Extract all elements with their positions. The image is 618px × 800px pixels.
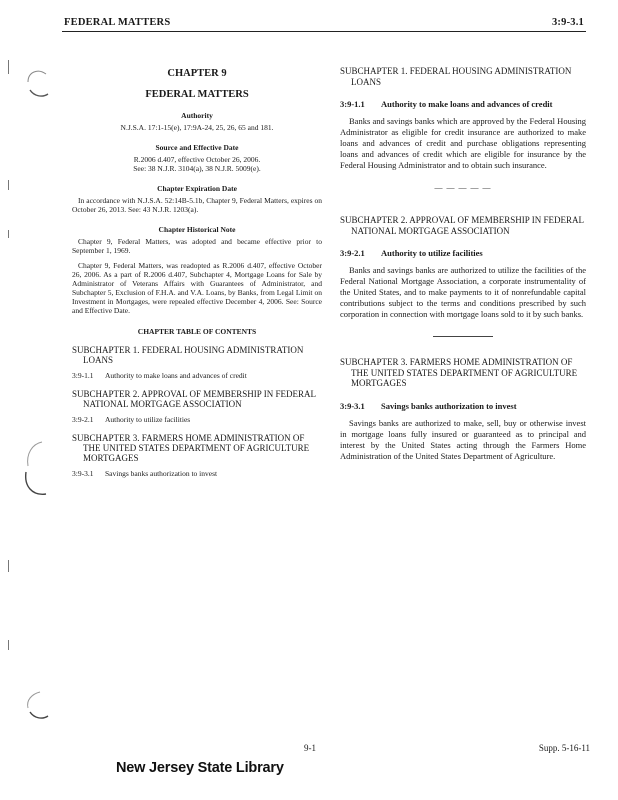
rule-title: Savings banks authorization to invest: [381, 400, 517, 411]
rule-text: Banks and savings banks which are approved by the Federal Housing Administrator as eligible for credit insurance are authorized to make loans and advances of credit and purchase obligations representing loans and advances of credit which are eligible for insurance by the Federal Housing Administrator and to obtain such insurance.: [340, 116, 586, 170]
table-of-contents: [72, 327, 322, 478]
toc-heading: CHAPTER TABLE OF CONTENTS: [137, 327, 257, 336]
toc-subchapter-title[interactable]: SUBCHAPTER 2. APPROVAL OF MEMBERSHIP IN FEDERAL NATIONAL MORTGAGE ASSOCIATION: [72, 389, 316, 409]
note-text: See: 38 N.J.R. 3104(a), 38 N.J.R. 5009(e).: [133, 164, 261, 173]
toc-entry-number: 3:9-2.1: [72, 415, 94, 424]
rule-title: Authority to make loans and advances of credit: [381, 99, 553, 109]
note-heading: Authority: [181, 111, 213, 120]
chapter-number: CHAPTER 9: [167, 68, 227, 79]
subchapter-3: [340, 357, 586, 462]
punch-hole-bottom: [22, 690, 52, 722]
note-text: N.J.S.A. 17:1-15(e), 17:9A-24, 25, 26, 65 and 181.: [120, 123, 274, 132]
note-heading: Chapter Expiration Date: [157, 184, 237, 193]
note-text: In accordance with N.J.S.A. 52:14B-5.1b, Chapter 9, Federal Matters, expires on October 26, 2013. See: 43 N.J.R. 1203(a).: [72, 196, 322, 214]
note-text: Chapter 9, Federal Matters, was adopted and became effective prior to September 1, 1969.: [72, 237, 322, 255]
rule-heading: [340, 248, 586, 258]
note-historical: [72, 225, 322, 315]
scan-edge-mark: [8, 640, 9, 650]
note-heading: Chapter Historical Note: [158, 225, 236, 234]
subchapter-heading: SUBCHAPTER 1. FEDERAL HOUSING ADMINISTRATION LOANS: [340, 66, 572, 87]
note-text: R.2006 d.407, effective October 26, 2006.: [133, 155, 261, 164]
scan-edge-mark: [8, 560, 9, 572]
note-heading: Source and Effective Date: [155, 143, 239, 152]
scan-edge-mark: [8, 230, 9, 238]
supplement-date: Supp. 5-16-11: [538, 743, 590, 753]
rule-title: Authority to utilize facilities: [381, 248, 483, 258]
chapter-title: FEDERAL MATTERS: [145, 89, 249, 100]
note-text: Chapter 9, Federal Matters, was readopted as R.2006 d.407, effective October 26, 2006. As a part of R.2006 d.407, Subchapter 4, Mortgage Loans for Sale by Administrator of Veterans Affairs with Guarantees of Administrator, and Subchapter 5, Exclusion of F.H.A. and V.A. Loans, by Banks, from Legal Limit on Investment in Mortgages, were repealed effective December 4, 2006. See: Source and Effective Date.: [72, 261, 322, 315]
left-column: [72, 66, 322, 478]
page-number: 9-1: [304, 743, 316, 753]
header-title: FEDERAL MATTERS: [64, 17, 171, 28]
rule-text: Banks and savings banks are authorized to utilize the facilities of the Federal National Mortgage Association, a corporate instrumentality of the United States, and to make payments to it of nonrefundable capital contributions subject to the terms and conditions prescribed by such corporation in connection with mortgage loans sold to it by such banks.: [340, 265, 586, 319]
note-expiration-date: [72, 184, 322, 214]
toc-subchapter-title[interactable]: SUBCHAPTER 3. FARMERS HOME ADMINISTRATION OF THE UNITED STATES DEPARTMENT OF AGRICULTURE MORTGAGES: [72, 433, 310, 463]
scan-edge-mark: [8, 60, 9, 74]
toc-entry[interactable]: [72, 469, 322, 478]
subchapter-2: [340, 215, 586, 337]
note-source-effective-date: [72, 143, 322, 173]
punch-hole-top: [24, 68, 52, 100]
rule-number: 3:9-3.1: [340, 400, 365, 411]
right-column: [340, 66, 586, 462]
running-header: [62, 17, 586, 32]
toc-entry[interactable]: [72, 371, 322, 380]
rule-number: 3:9-2.1: [340, 248, 365, 258]
toc-entry[interactable]: [72, 415, 322, 424]
subchapter-heading: SUBCHAPTER 3. FARMERS HOME ADMINISTRATION OF THE UNITED STATES DEPARTMENT OF AGRICULTURE MORTGAGES: [340, 357, 578, 388]
scan-edge-mark: [8, 180, 9, 190]
toc-entry-number: 3:9-1.1: [72, 371, 94, 380]
section-divider: — — — — —: [434, 183, 492, 192]
punch-hole-middle: [22, 438, 52, 500]
toc-entry-text: Savings banks authorization to invest: [105, 469, 218, 478]
library-stamp: New Jersey State Library: [116, 760, 284, 776]
toc-entry-text: Authority to make loans and advances of credit: [105, 371, 247, 380]
toc-entry-text: Authority to utilize facilities: [105, 415, 191, 424]
rule-text: Savings banks are authorized to make, sell, buy or otherwise invest in mortgage loans fully insured or guaranteed as to principal and interest by the United States acting through the Farmers Home Administration of the United States Department of Agriculture.: [340, 417, 586, 461]
toc-entry-number: 3:9-3.1: [72, 469, 94, 478]
toc-subchapter-title[interactable]: SUBCHAPTER 1. FEDERAL HOUSING ADMINISTRATION LOANS: [72, 345, 304, 365]
rule-heading: [340, 99, 586, 109]
note-authority: [72, 111, 322, 132]
subchapter-1: [340, 66, 586, 195]
header-citation: 3:9-3.1: [551, 17, 584, 28]
rule-number: 3:9-1.1: [340, 99, 365, 109]
rule-heading: [340, 401, 586, 411]
subchapter-heading: SUBCHAPTER 2. APPROVAL OF MEMBERSHIP IN FEDERAL NATIONAL MORTGAGE ASSOCIATION: [340, 215, 584, 236]
